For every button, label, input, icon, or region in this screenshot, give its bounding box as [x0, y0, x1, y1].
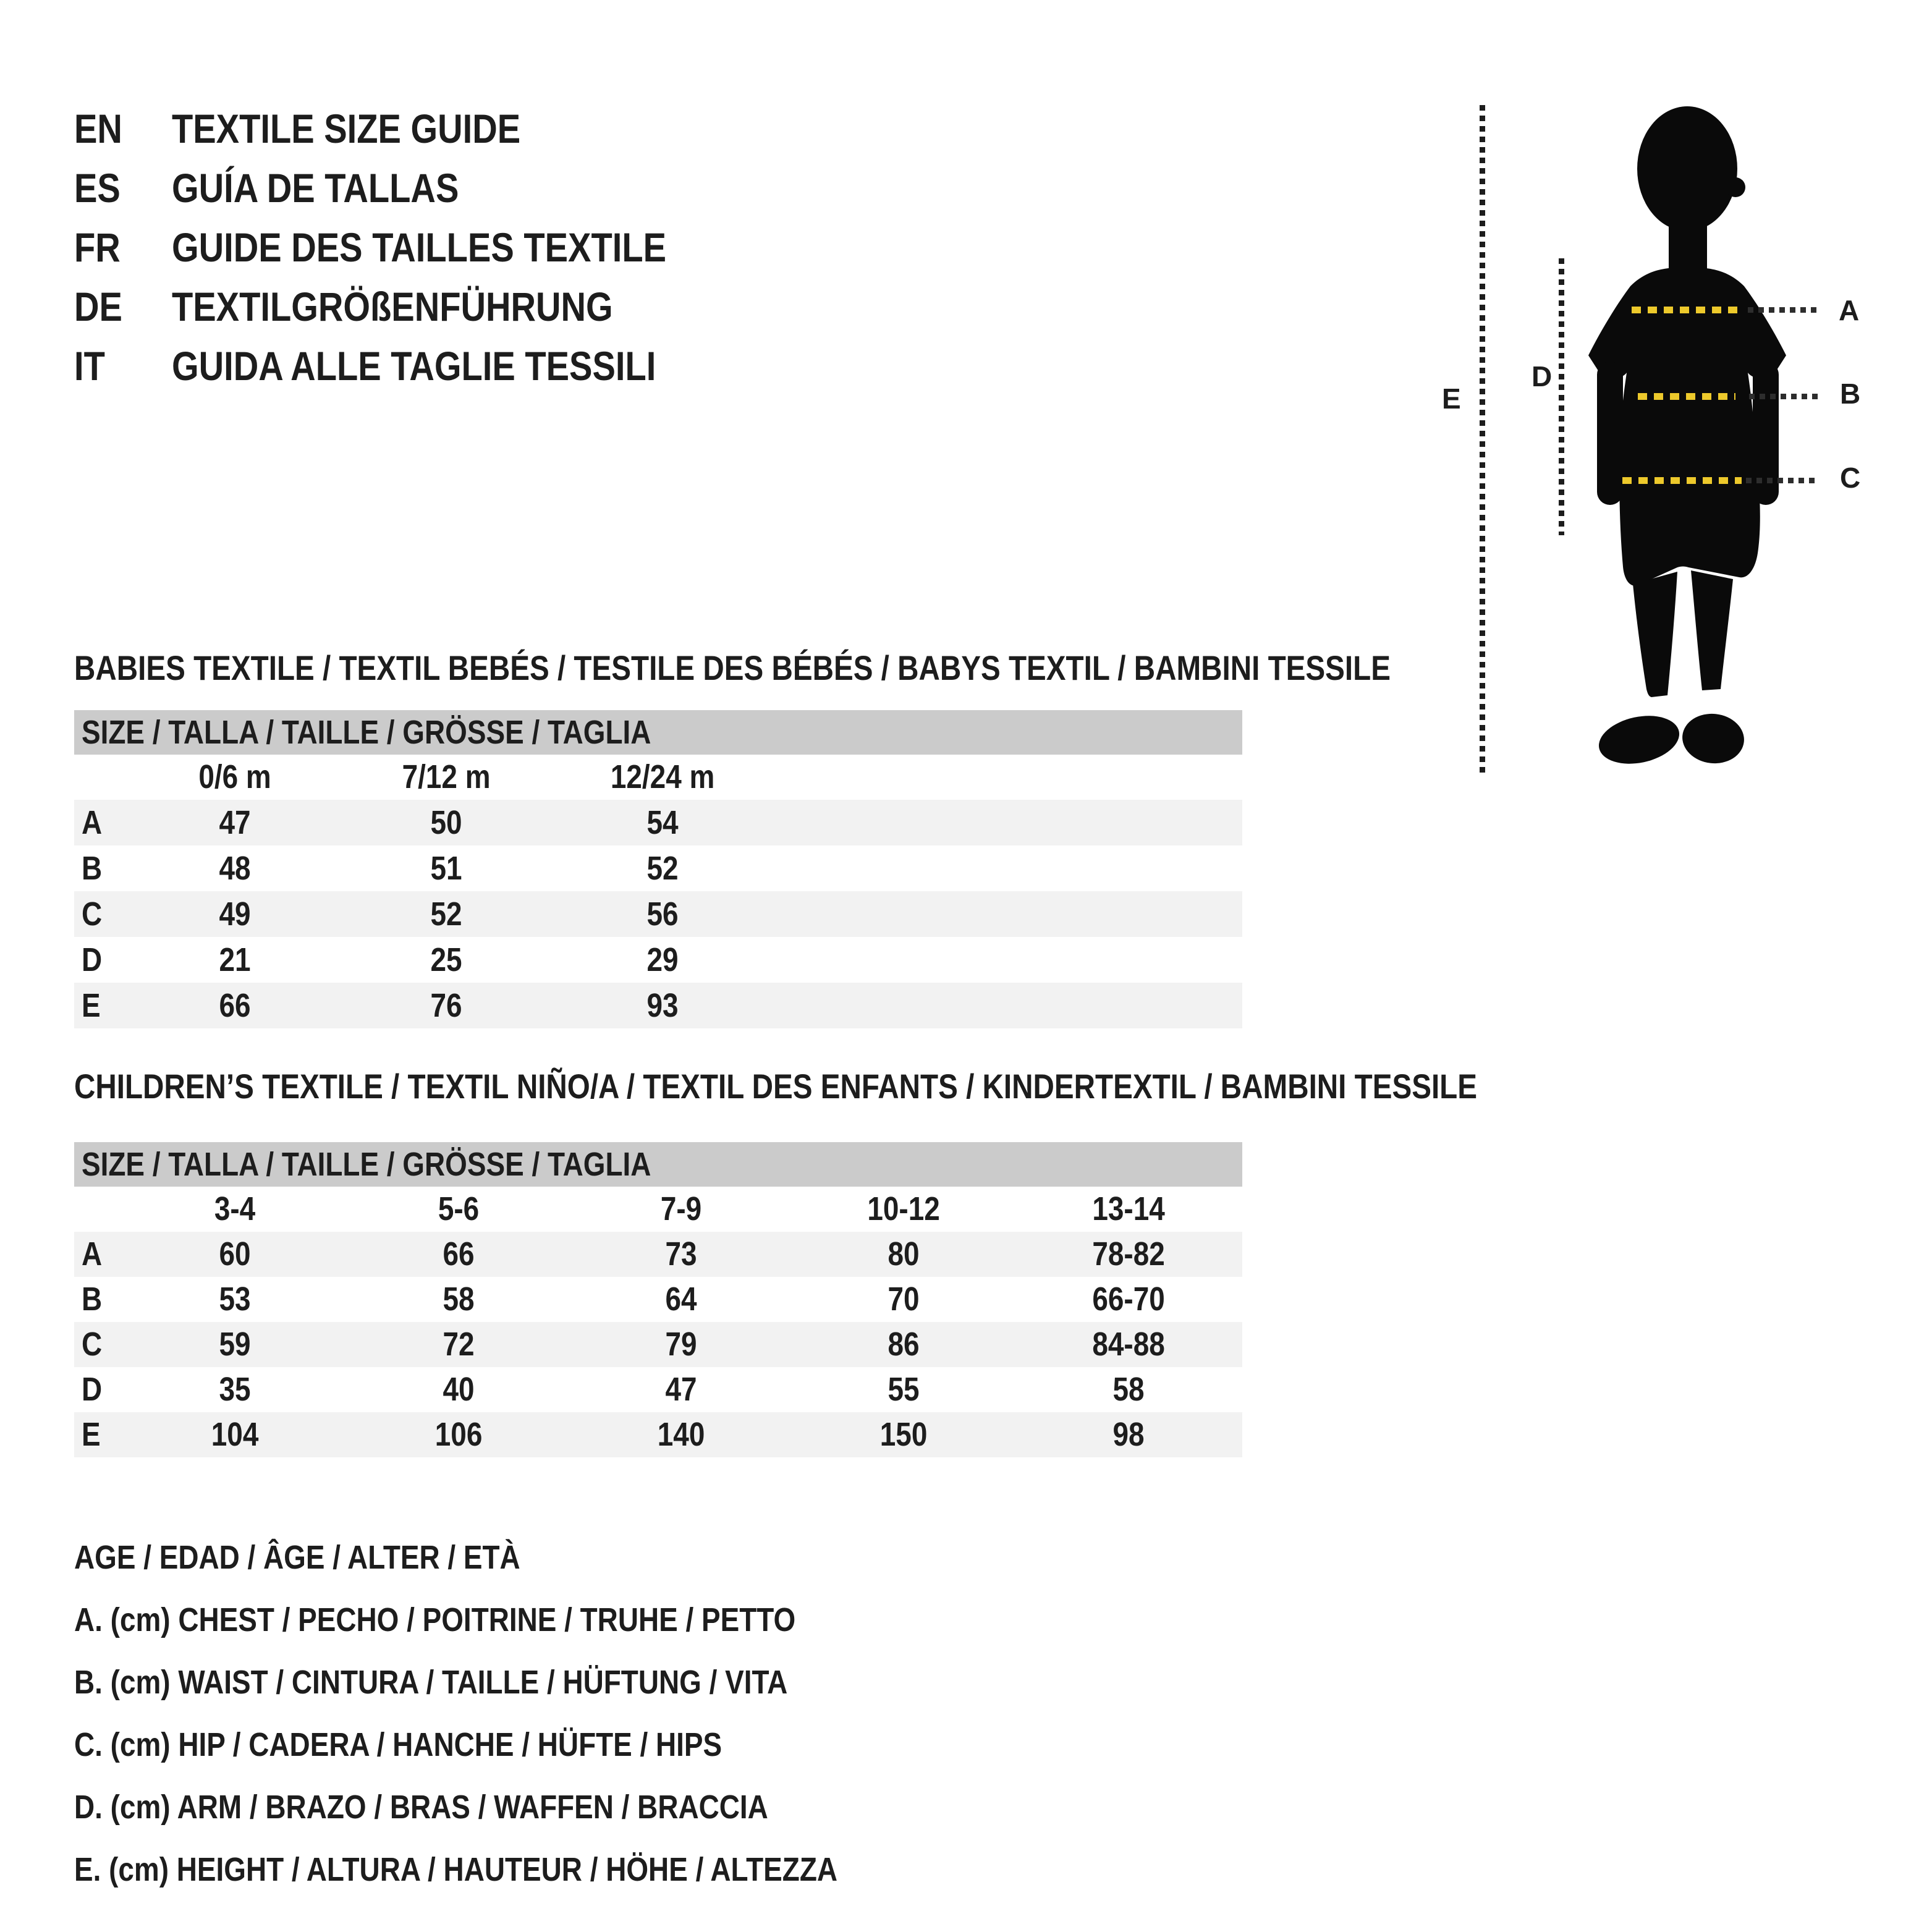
waist-dash-line-black	[1749, 394, 1819, 399]
babies-row-e-label: E	[82, 987, 101, 1024]
table-cell: 52	[430, 896, 462, 933]
children-row-e	[74, 1412, 1242, 1457]
legend-age-line: AGE / EDAD / ÂGE / ALTER / ETÀ	[74, 1539, 520, 1576]
legend-height-line: E. (cm) HEIGHT / ALTURA / HAUTEUR / HÖHE / ALTEZZA	[74, 1851, 838, 1888]
children-row-d-label: D	[82, 1371, 103, 1408]
waist-dash-line-yellow	[1638, 393, 1735, 400]
page-title-es: GUÍA DE TALLAS	[172, 165, 459, 211]
page-title-fr: GUIDE DES TAILLES TEXTILE	[172, 224, 667, 270]
table-cell: 40	[443, 1371, 475, 1408]
table-cell: 106	[434, 1416, 483, 1453]
table-cell: 76	[430, 987, 462, 1024]
children-row-b-label: B	[82, 1281, 103, 1318]
silhouette-left-arm	[1597, 362, 1623, 505]
table-cell: 55	[888, 1371, 920, 1408]
table-cell: 54	[646, 804, 679, 841]
babies-size-table	[74, 710, 1242, 1028]
silhouette-left-shoe	[1595, 709, 1684, 771]
table-cell: 21	[219, 941, 251, 978]
table-cell: 49	[219, 896, 251, 933]
legend-chest-line: A. (cm) CHEST / PECHO / POITRINE / TRUHE / PETTO	[74, 1601, 796, 1638]
page-title-en: TEXTILE SIZE GUIDE	[172, 106, 521, 151]
babies-section-title: BABIES TEXTILE / TEXTIL BEBÉS / TESTILE DES BÉBÉS / BABYS TEXTIL / BAMBINI TESSILE	[74, 648, 1391, 687]
babies-row-a-label: A	[82, 804, 103, 841]
table-cell: 53	[219, 1281, 251, 1318]
table-cell: 47	[665, 1371, 697, 1408]
children-size-header-label: SIZE / TALLA / TAILLE / GRÖSSE / TAGLIA	[82, 1146, 651, 1183]
table-cell: 25	[430, 941, 462, 978]
babies-row-b-label: B	[82, 850, 103, 887]
babies-column-header-row	[74, 755, 1242, 800]
table-cell: 66	[443, 1235, 475, 1273]
children-column-7-9: 7-9	[660, 1190, 702, 1227]
table-cell: 29	[646, 941, 679, 978]
table-cell: 64	[665, 1281, 697, 1318]
children-row-b	[74, 1277, 1242, 1322]
table-cell: 98	[1112, 1416, 1145, 1453]
babies-column-0-6m: 0/6 m	[198, 758, 271, 795]
table-cell: 59	[219, 1326, 251, 1363]
table-cell: 66	[219, 987, 251, 1024]
babies-table-header-bar	[74, 710, 1242, 755]
table-cell: 60	[219, 1235, 251, 1273]
children-column-5-6: 5-6	[438, 1190, 480, 1227]
hip-dash-line-black	[1746, 478, 1819, 483]
table-cell: 35	[219, 1371, 251, 1408]
table-cell: 52	[646, 850, 679, 887]
table-cell: 140	[657, 1416, 705, 1453]
children-column-10-12: 10-12	[867, 1190, 940, 1227]
silhouette-left-leg	[1633, 572, 1677, 697]
diagram-label-waist-b: B	[1840, 378, 1861, 410]
children-size-table	[74, 1142, 1242, 1457]
table-cell: 51	[430, 850, 462, 887]
language-code-es: ES	[74, 165, 121, 211]
babies-size-header-label: SIZE / TALLA / TAILLE / GRÖSSE / TAGLIA	[82, 714, 651, 751]
diagram-label-chest-a: A	[1839, 294, 1860, 326]
babies-row-c	[74, 891, 1242, 937]
table-cell: 78-82	[1092, 1235, 1165, 1273]
chest-dash-line-black	[1748, 307, 1820, 313]
table-cell: 70	[888, 1281, 920, 1318]
diagram-label-height-e: E	[1442, 383, 1461, 415]
diagram-label-arm-d: D	[1532, 360, 1553, 392]
children-row-e-label: E	[82, 1416, 101, 1453]
legend-arm-line: D. (cm) ARM / BRAZO / BRAS / WAFFEN / BRACCIA	[74, 1789, 768, 1826]
table-cell: 56	[646, 896, 679, 933]
table-cell: 150	[879, 1416, 928, 1453]
table-cell: 86	[888, 1326, 920, 1363]
children-column-3-4: 3-4	[214, 1190, 256, 1227]
children-table-header-bar	[74, 1142, 1242, 1187]
silhouette-shorts	[1619, 467, 1760, 586]
babies-row-d-label: D	[82, 941, 103, 978]
children-row-a-label: A	[82, 1235, 103, 1273]
arm-measure-line-d	[1559, 258, 1564, 535]
table-cell: 50	[430, 804, 462, 841]
table-cell: 48	[219, 850, 251, 887]
babies-row-e	[74, 983, 1242, 1028]
language-code-de: DE	[74, 284, 122, 329]
language-code-en: EN	[74, 106, 122, 151]
babies-column-7-12m: 7/12 m	[402, 758, 491, 795]
silhouette-head	[1637, 106, 1737, 231]
language-code-it: IT	[74, 343, 105, 389]
table-cell: 58	[443, 1281, 475, 1318]
table-cell: 58	[1112, 1371, 1145, 1408]
children-row-c	[74, 1322, 1242, 1367]
table-cell: 79	[665, 1326, 697, 1363]
table-cell: 72	[443, 1326, 475, 1363]
silhouette-right-shoe	[1680, 711, 1747, 766]
children-row-d	[74, 1367, 1242, 1412]
hip-dash-line-yellow	[1622, 477, 1742, 484]
babies-row-b	[74, 845, 1242, 891]
babies-column-12-24m: 12/24 m	[610, 758, 715, 795]
table-cell: 80	[888, 1235, 920, 1273]
legend-hip-line: C. (cm) HIP / CADERA / HANCHE / HÜFTE / HIPS	[74, 1726, 722, 1763]
table-cell: 66-70	[1092, 1281, 1165, 1318]
legend-waist-line: B. (cm) WAIST / CINTURA / TAILLE / HÜFTUNG / VITA	[74, 1664, 788, 1701]
table-cell: 93	[646, 987, 679, 1024]
language-code-fr: FR	[74, 224, 121, 270]
silhouette-right-leg	[1691, 570, 1733, 690]
children-section-title: CHILDREN’S TEXTILE / TEXTIL NIÑO/A / TEXTIL DES ENFANTS / KINDERTEXTIL / BAMBINI TESSILE	[74, 1067, 1478, 1106]
children-column-13-14: 13-14	[1092, 1190, 1165, 1227]
page-title-de: TEXTILGRÖßENFÜHRUNG	[172, 284, 613, 329]
children-row-c-label: C	[82, 1326, 103, 1363]
chest-dash-line-yellow	[1632, 307, 1743, 313]
babies-row-d	[74, 937, 1242, 983]
table-cell: 84-88	[1092, 1326, 1165, 1363]
page-title-it: GUIDA ALLE TAGLIE TESSILI	[172, 343, 656, 389]
table-cell: 104	[211, 1416, 259, 1453]
babies-row-c-label: C	[82, 896, 103, 933]
table-cell: 47	[219, 804, 251, 841]
children-row-a	[74, 1232, 1242, 1277]
babies-row-a	[74, 800, 1242, 845]
table-cell: 73	[665, 1235, 697, 1273]
diagram-label-hip-c: C	[1840, 462, 1861, 494]
children-column-header-row	[74, 1187, 1242, 1232]
